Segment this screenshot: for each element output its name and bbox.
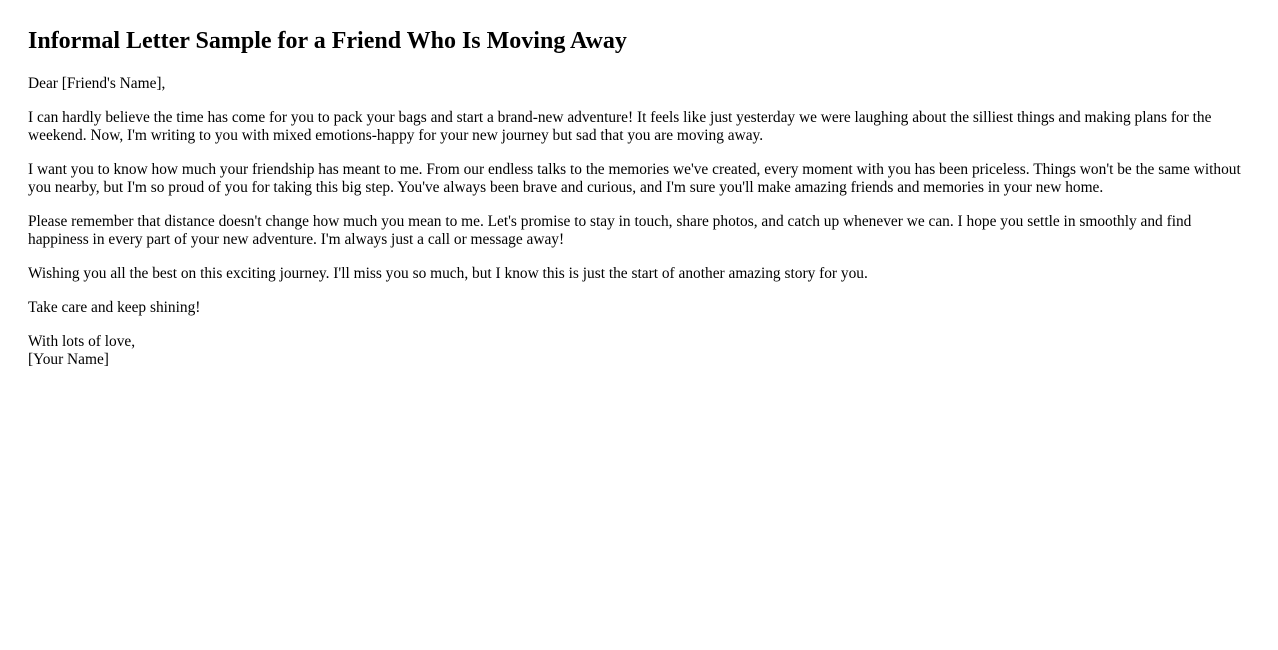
letter-greeting: Dear [Friend's Name],	[28, 75, 166, 92]
letter-paragraph-4: Wishing you all the best on this exciting journey. I'll miss you so much, but I know this is just the start of another amazing story for you.	[28, 265, 868, 282]
letter-paragraph-5: Take care and keep shining!	[28, 299, 201, 316]
letter-paragraph-3: Please remember that distance doesn't change how much you mean to me. Let's promise to stay in touch, share photos, and catch up whenever we can. I hope you settle in smoothly and find happiness in every part of your new adventure. I'm always just a call or message away!	[28, 213, 1192, 248]
letter-title: Informal Letter Sample for a Friend Who Is Moving Away	[28, 28, 627, 54]
letter-closing: With lots of love,	[28, 333, 136, 350]
letter-document	[28, 0, 1244, 385]
letter-signoff	[28, 333, 1244, 369]
letter-paragraph-1: I can hardly believe the time has come for you to pack your bags and start a brand-new adventure! It feels like just yesterday we were laughing about the silliest things and making plans for the weekend. Now, I'm writing to you with mixed emotions-happy for your new journey but sad that you are moving away.	[28, 109, 1212, 144]
letter-signature: [Your Name]	[28, 351, 109, 368]
letter-paragraph-2: I want you to know how much your friendship has meant to me. From our endless talks to the memories we've created, every moment with you has been priceless. Things won't be the same without you nearby, but I'm so proud of you for taking this big step. You've always been brave and curious, and I'm sure you'll make amazing friends and memories in your new home.	[28, 161, 1241, 196]
